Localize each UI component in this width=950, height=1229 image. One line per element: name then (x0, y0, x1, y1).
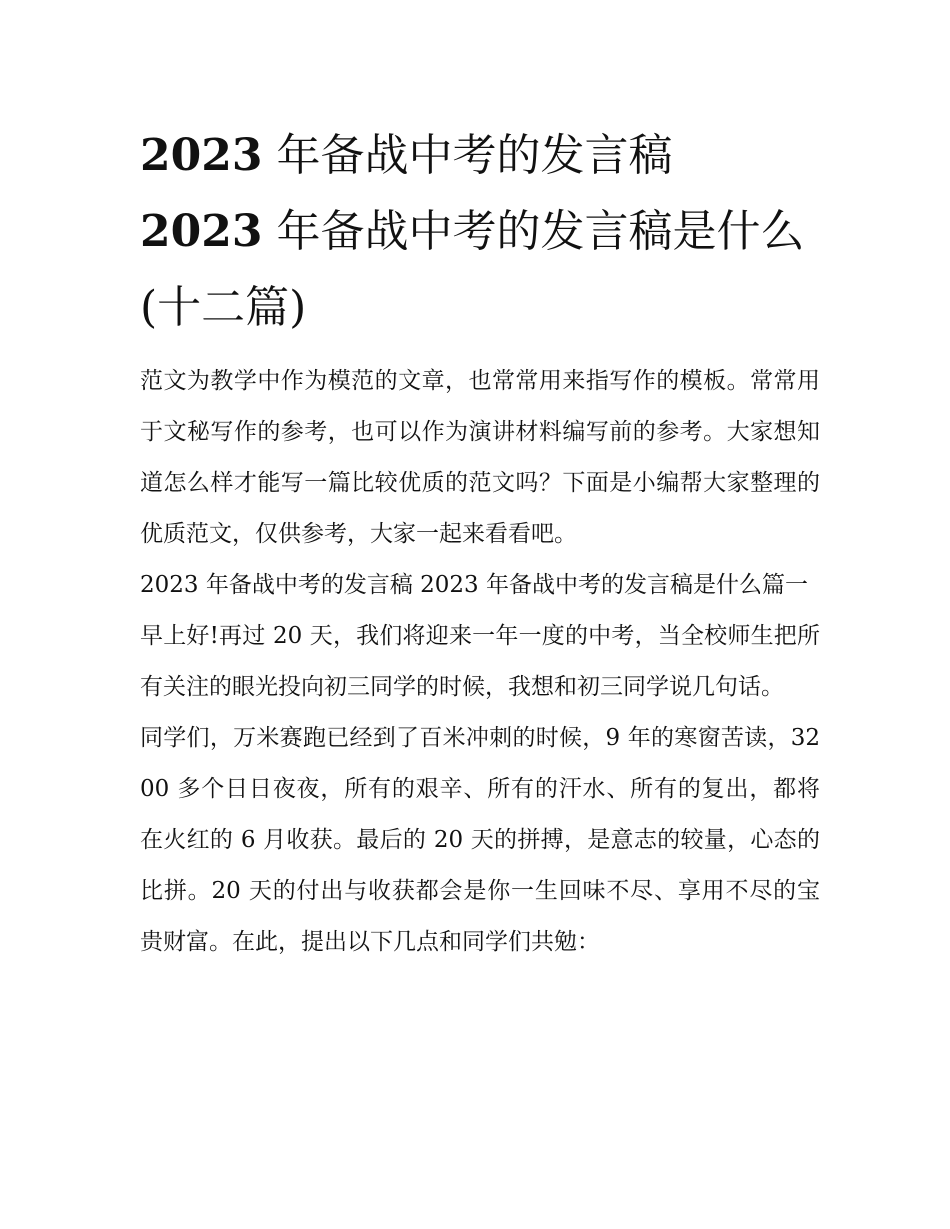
title-block (140, 118, 820, 346)
paragraph-body: 同学们，万米赛跑已经到了百米冲刺的时候，9 年的寒窗苦读，3200 多个日日夜夜，所有的艰辛、所有的汗水、所有的复出，都将在火红的 6 月收获。最后的 20 天的拼搏，是意志的较量，心态的比拼。20 天的付出与收获都会是你一生回味不尽、享用不尽的宝贵财富。在此，提出以下几点和同学们共勉： (140, 725, 820, 955)
title-text-2: 年备战中考的发言稿是什么(十二篇) (140, 206, 805, 333)
title-year-1: 2023 (140, 130, 263, 181)
document-body (140, 118, 820, 968)
paragraph-section-heading: 2023 年备战中考的发言稿 2023 年备战中考的发言稿是什么篇一 (140, 572, 808, 598)
title-line-2 (140, 194, 820, 346)
paragraph-intro: 范文为教学中作为模范的文章，也常常用来指写作的模板。常常用于文秘写作的参考，也可以作为演讲材料编写前的参考。大家想知道怎么样才能写一篇比较优质的范文吗？下面是小编帮大家整理的优质范文，仅供参考，大家一起来看看吧。 (140, 368, 820, 547)
title-text-1: 年备战中考的发言稿 (276, 130, 673, 181)
title-year-2: 2023 (140, 206, 263, 257)
title-line-1 (140, 118, 820, 194)
paragraph-greeting: 早上好!再过 20 天，我们将迎来一年一度的中考，当全校师生把所有关注的眼光投向初三同学的时候，我想和初三同学说几句话。 (140, 623, 820, 700)
